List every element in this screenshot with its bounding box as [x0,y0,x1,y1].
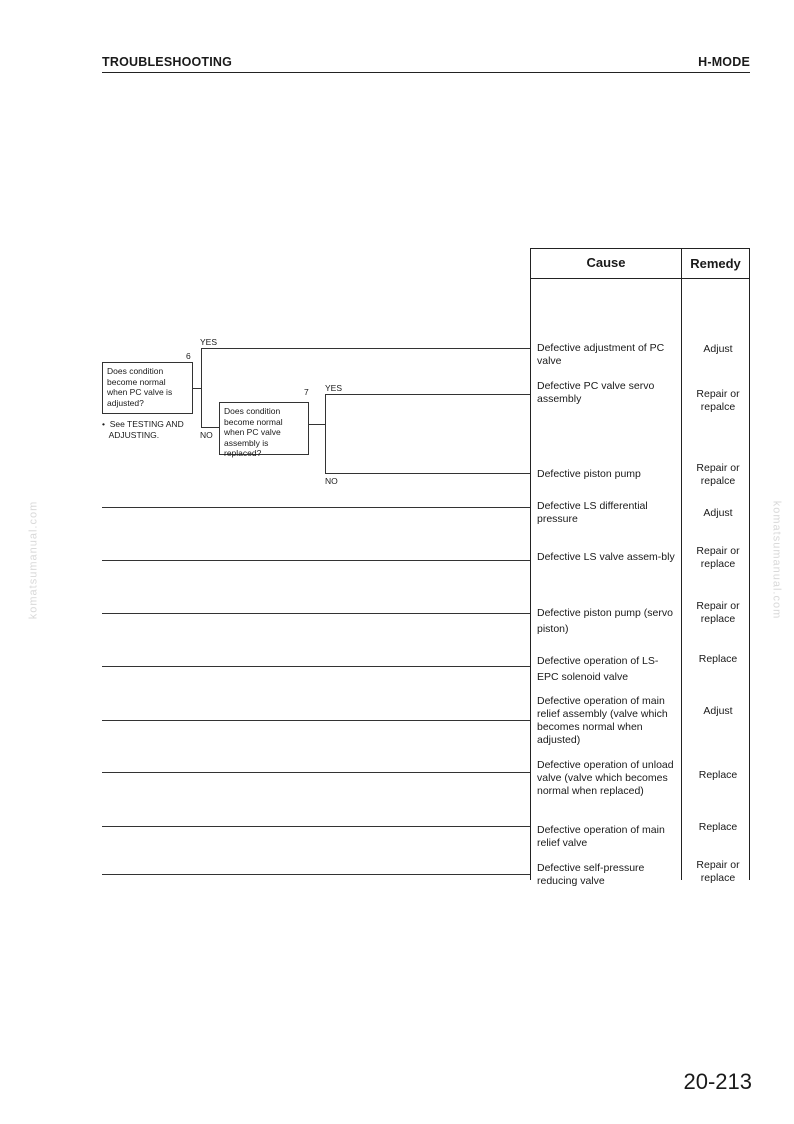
remedy-cell: Replace [698,821,738,833]
remedy-cell: Adjust [703,705,733,717]
watermark-right: komatsumanual.com [770,500,783,620]
mode-title: H-MODE [698,55,750,69]
cause-cell: Defective operation of main relief valve [537,824,665,849]
table-left-border [530,248,531,880]
question-6-number: 6 [186,351,191,361]
cause-cell: Defective LS valve assem-bly [537,551,675,563]
row-line [102,874,530,875]
q6-yes-label: YES [200,337,218,347]
cause-cell: Defective piston pump [537,468,641,480]
header-rule [102,72,750,73]
row-line [102,772,530,773]
question-6-note: • See TESTING AND ADJUSTING. [102,419,184,440]
q7-no-line [325,473,530,474]
cause-header: Cause [586,255,626,270]
q6-branch [201,348,202,428]
remedy-cell: Replace [698,653,738,665]
q6-yes-line [201,348,530,349]
q7-yes-label: YES [325,383,343,393]
cause-cell: Defective self-pressure reducing valve [537,862,645,887]
cause-cell: Defective LS differential pressure [537,500,648,525]
row-line [102,826,530,827]
cause-cell: Defective operation of main relief assembly (valve which becomes normal when adjusted) [537,695,668,746]
remedy-cell: Adjust [703,507,733,519]
remedy-cell: Repair or repalce [696,388,740,413]
page-number: 20-213 [683,1069,752,1094]
question-7-number: 7 [304,387,309,397]
remedy-cell: Repair or replace [696,859,740,884]
remedy-header: Remedy [690,256,741,271]
q7-no-label: NO [325,476,338,486]
q6-no-line [201,427,219,428]
question-7-box: Does condition become normal when PC valve assembly is replaced? [219,402,309,455]
cause-cell: Defective PC valve servo assembly [537,380,655,405]
cause-cell: Defective adjustment of PC valve [537,342,665,367]
q7-yes-line [325,394,530,395]
row-line [102,507,530,508]
q7-connector [309,424,326,425]
remedy-cell: Replace [698,769,738,781]
cause-cell: Defective operation of LS-EPC solenoid valve [537,655,659,683]
cause-cell: Defective operation of unload valve (valve which becomes normal when replaced) [537,759,674,797]
row-line [102,613,530,614]
table-middle-border [681,248,682,880]
remedy-cell: Repair or replace [696,545,740,570]
q7-branch [325,394,326,473]
watermark-left: komatsumanual.com [27,500,40,620]
remedy-cell: Repair or replace [696,600,740,625]
row-line [102,720,530,721]
remedy-cell: Adjust [703,343,733,355]
row-line [102,560,530,561]
section-title: TROUBLESHOOTING [102,55,233,69]
question-6-box: Does condition become normal when PC valve is adjusted? [102,362,193,414]
remedy-cell: Repair or repalce [696,462,740,487]
q6-no-label: NO [200,430,213,440]
row-line [102,666,530,667]
cause-cell: Defective piston pump (servo piston) [537,607,673,635]
